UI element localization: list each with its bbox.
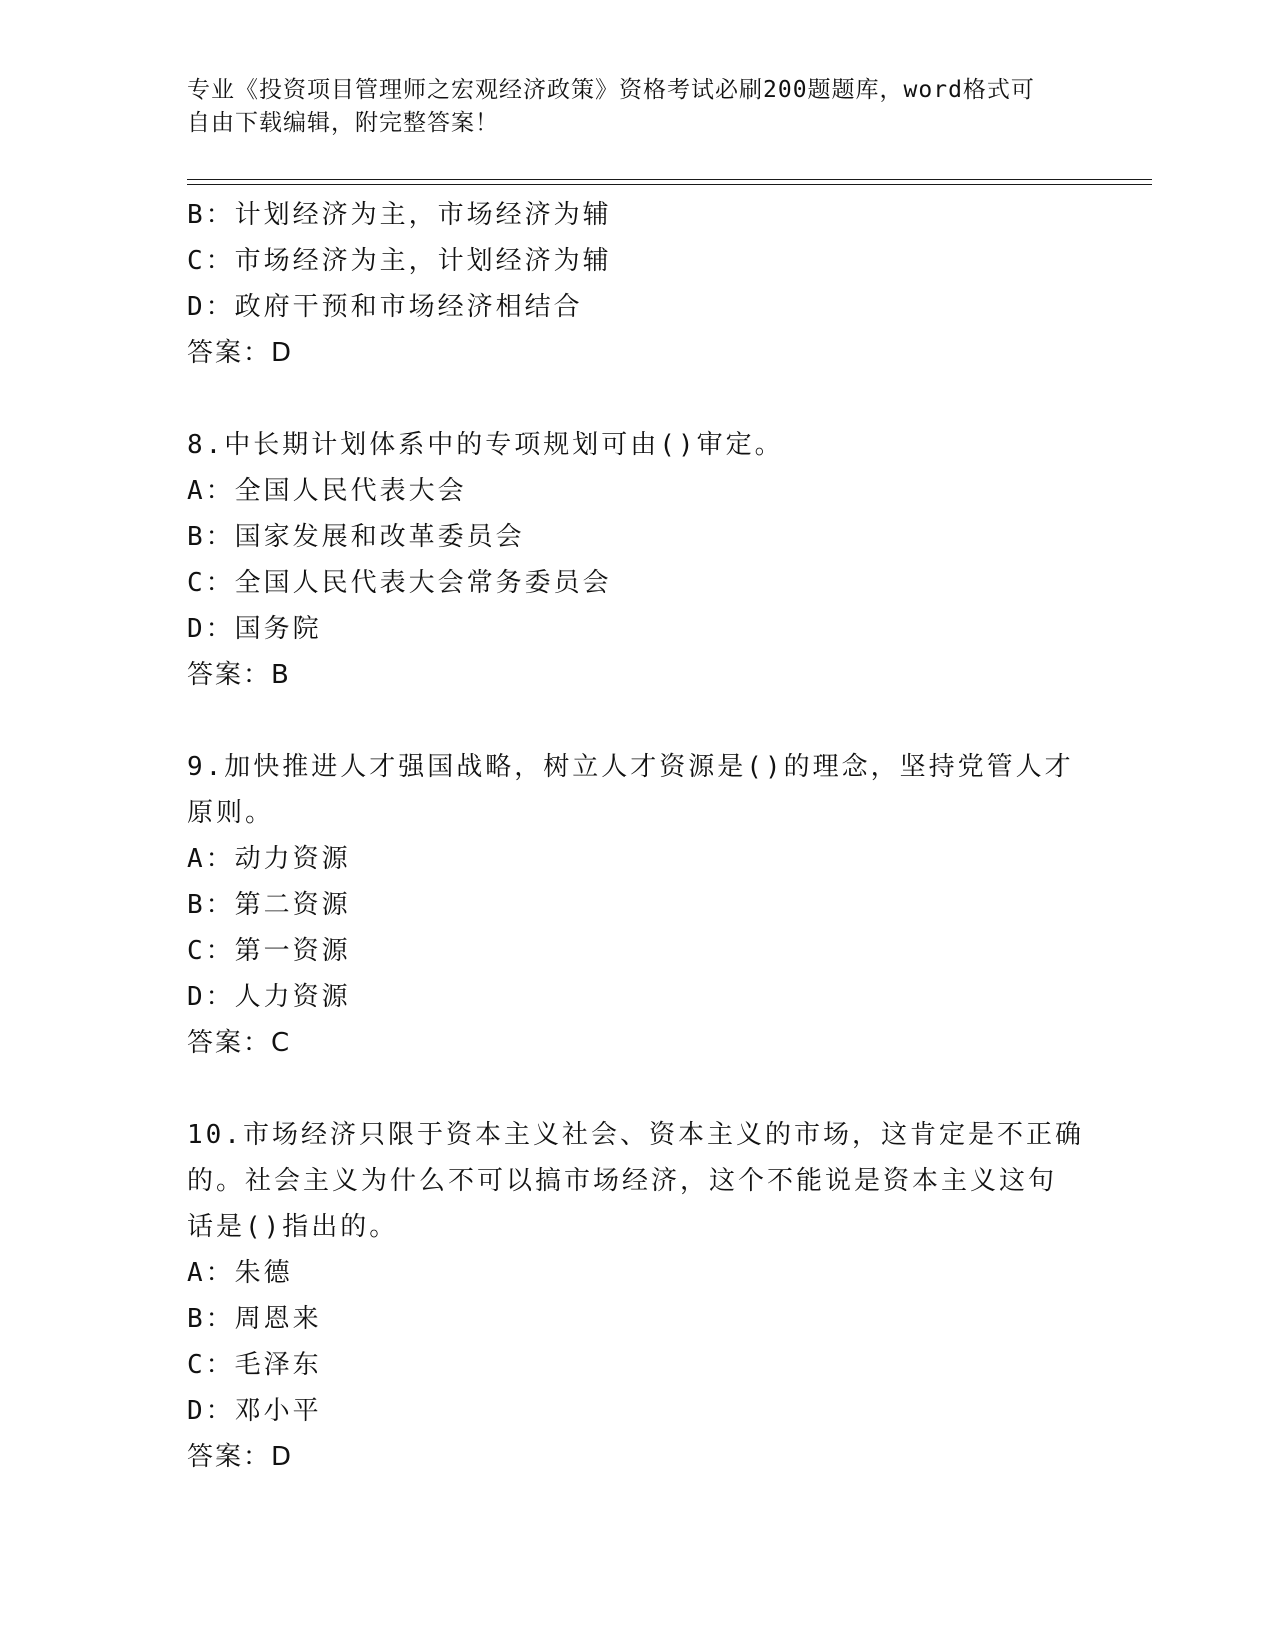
header-line-1: 专业《投资项目管理师之宏观经济政策》资格考试必刷200题题库，word格式可	[187, 77, 1035, 103]
question-8	[187, 422, 1087, 698]
header-line-2: 自由下载编辑，附完整答案！	[187, 110, 499, 136]
option-c: C：市场经济为主，计划经济为辅	[187, 246, 612, 276]
question-list	[187, 192, 1087, 1526]
option-a: A：全国人民代表大会	[187, 476, 467, 506]
option-c: C：第一资源	[187, 936, 351, 966]
header-divider-bottom	[187, 184, 1152, 185]
answer-line: 答案：C	[187, 1028, 292, 1058]
option-a: A：朱德	[187, 1258, 293, 1288]
question-stem-line-1: 9.加快推进人才强国战略，树立人才资源是()的理念，坚持党管人才	[187, 752, 1074, 782]
option-c: C：全国人民代表大会常务委员会	[187, 568, 612, 598]
question-10	[187, 1112, 1087, 1480]
answer-line: 答案：D	[187, 338, 294, 368]
option-d: D：国务院	[187, 614, 322, 644]
question-stem-line-2: 原则。	[187, 798, 275, 828]
option-d: D：邓小平	[187, 1396, 322, 1426]
header-divider-top	[187, 179, 1152, 180]
question-stem-line-2: 的。社会主义为什么不可以搞市场经济，这个不能说是资本主义这句	[187, 1166, 1058, 1196]
answer-line: 答案：B	[187, 660, 291, 690]
question-stem-line-3: 话是()指出的。	[187, 1212, 399, 1242]
question-partial	[187, 192, 1087, 376]
document-header	[187, 74, 1067, 140]
option-c: C：毛泽东	[187, 1350, 322, 1380]
option-b: B：第二资源	[187, 890, 351, 920]
option-d: D：人力资源	[187, 982, 351, 1012]
question-9	[187, 744, 1087, 1066]
option-a: A：动力资源	[187, 844, 351, 874]
question-stem: 8.中长期计划体系中的专项规划可由()审定。	[187, 430, 784, 460]
option-b: B：国家发展和改革委员会	[187, 522, 525, 552]
option-b: B：周恩来	[187, 1304, 322, 1334]
answer-line: 答案：D	[187, 1442, 294, 1472]
option-d: D：政府干预和市场经济相结合	[187, 292, 583, 322]
option-b: B：计划经济为主，市场经济为辅	[187, 200, 612, 230]
question-stem-line-1: 10.市场经济只限于资本主义社会、资本主义的市场，这肯定是不正确	[187, 1120, 1084, 1150]
